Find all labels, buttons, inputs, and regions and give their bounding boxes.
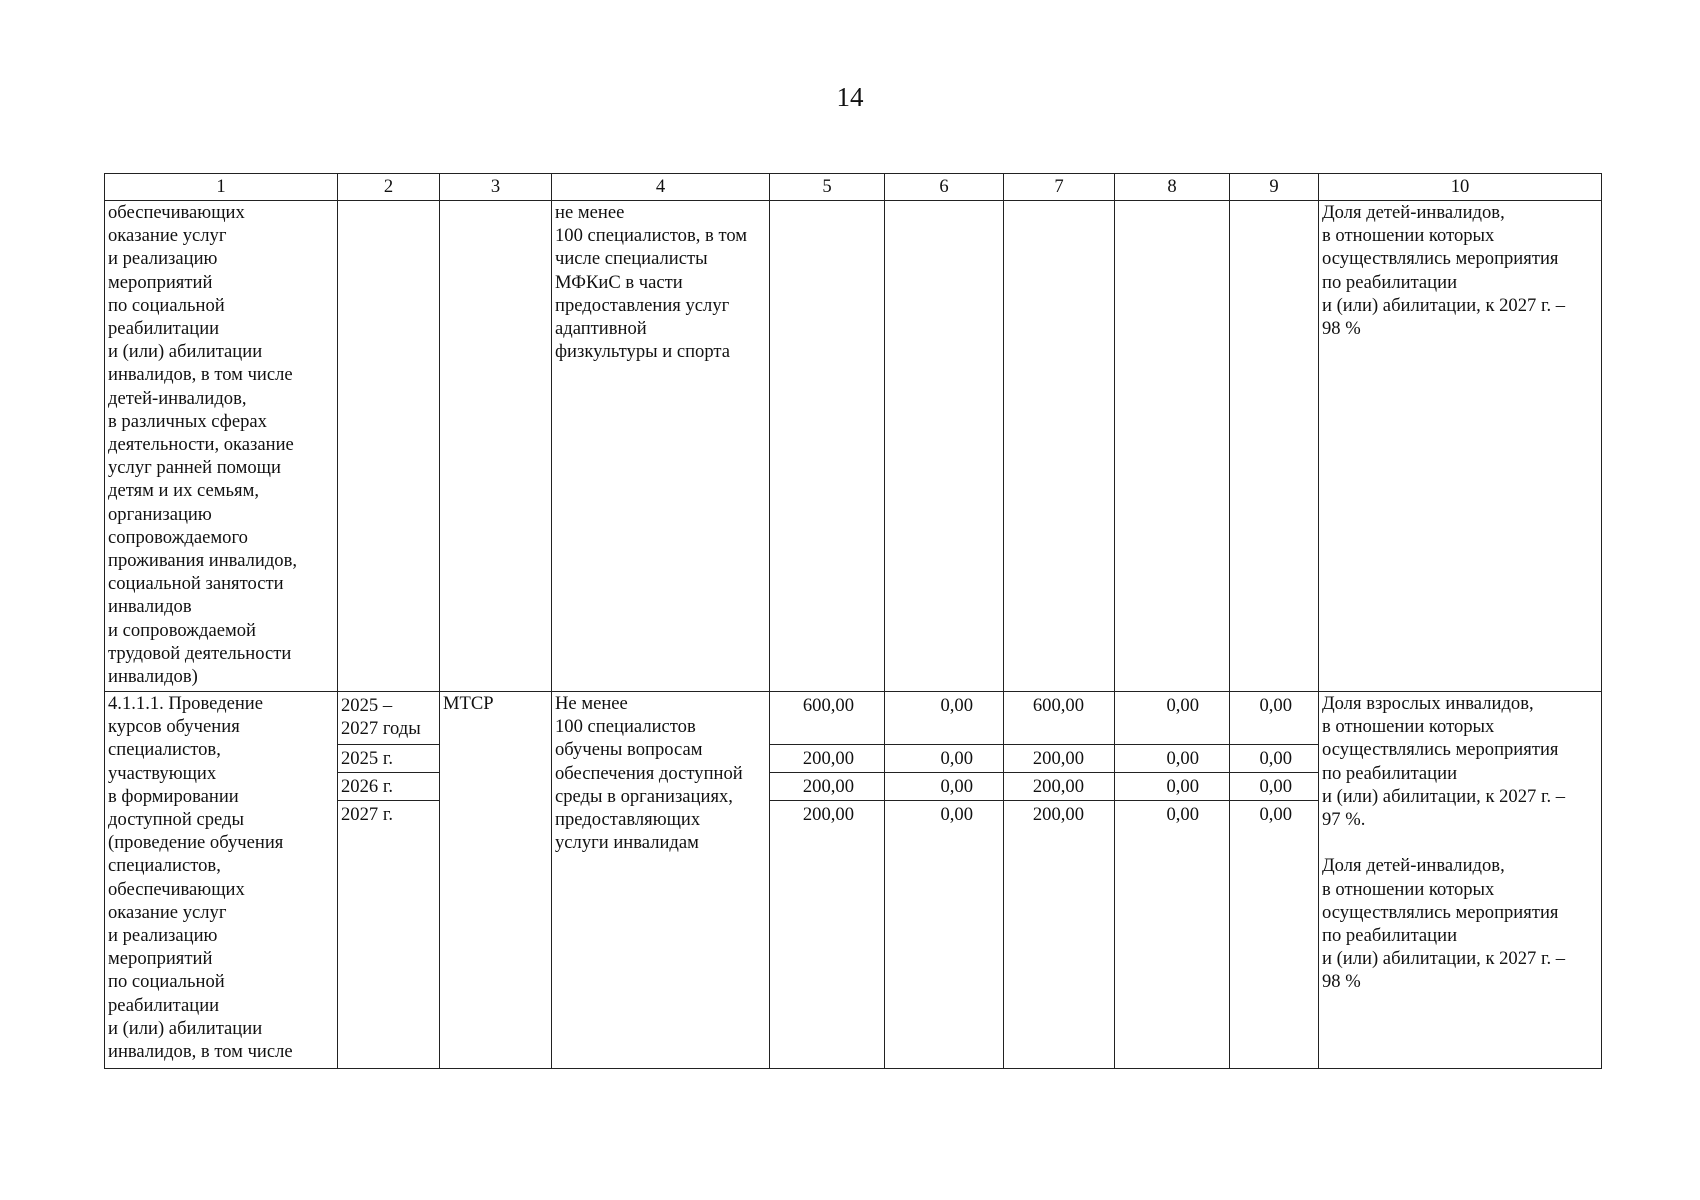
col6-2026: 0,00: [885, 773, 1003, 801]
period-2026: 2026 г.: [338, 773, 439, 801]
header-col-3: 3: [440, 174, 552, 201]
cell-col5-empty: [770, 201, 885, 692]
col7-total: 600,00: [1004, 692, 1114, 745]
header-col-8: 8: [1115, 174, 1230, 201]
cell-col6-values: [885, 692, 1004, 1069]
header-col-1: 1: [105, 174, 338, 201]
col7-2026: 200,00: [1004, 773, 1114, 801]
cell-col7-empty: [1004, 201, 1115, 692]
col6-2027: 0,00: [940, 804, 973, 825]
cell-indicator-text: Доля детей-инвалидов, в отношении которых осуществлялись мероприятия по реабилитации и (или) абилитации, к 2027 г. – 98 %: [1319, 201, 1602, 692]
cell-periods: [338, 692, 440, 1069]
col5-2026: 200,00: [770, 773, 884, 801]
header-col-9: 9: [1230, 174, 1319, 201]
col5-2025: 200,00: [770, 745, 884, 773]
col6-2025: 0,00: [885, 745, 1003, 773]
table-row-continued: [105, 201, 1602, 692]
cell-col8-values: [1115, 692, 1230, 1069]
cell-col8-empty: [1115, 201, 1230, 692]
col8-2026: 0,00: [1115, 773, 1229, 801]
period-2025: 2025 г.: [338, 745, 439, 773]
header-col-4: 4: [552, 174, 770, 201]
cell-result-4111: Не менее 100 специалистов обучены вопросам обеспечения доступной среды в организациях, предоставляющих услуги инвалидам: [552, 692, 770, 1069]
cell-activity-text: обеспечивающих оказание услуг и реализацию мероприятий по социальной реабилитации и (или) абилитации инвалидов, в том числе детей-инвалидов, в различных сферах деятельности, оказание услуг ранней помощи детям и их семьям, организацию сопровождаемого проживания инвалидов, социальной занятости инвалидов и сопровождаемой трудовой деятельности инвалидов): [105, 201, 338, 692]
header-col-10: 10: [1319, 174, 1602, 201]
program-table: [104, 173, 1602, 1069]
header-col-5: 5: [770, 174, 885, 201]
col8-total: 0,00: [1115, 692, 1229, 745]
col8-2025: 0,00: [1115, 745, 1229, 773]
col7-2027: 200,00: [1032, 804, 1084, 825]
header-col-2: 2: [338, 174, 440, 201]
cell-col5-values: [770, 692, 885, 1069]
col9-2026: 0,00: [1230, 773, 1318, 801]
cell-col9-empty: [1230, 201, 1319, 692]
header-row: [105, 174, 1602, 201]
header-col-7: 7: [1004, 174, 1115, 201]
cell-col7-values: [1004, 692, 1115, 1069]
page-number: 14: [836, 82, 864, 112]
period-total: 2025 – 2027 годы: [338, 692, 439, 745]
col9-2027: 0,00: [1259, 804, 1292, 825]
cell-col6-empty: [885, 201, 1004, 692]
col5-2027: 200,00: [802, 804, 854, 825]
cell-activity-4111: 4.1.1.1. Проведение курсов обучения специалистов, участвующих в формировании доступной среды (проведение обучения специалистов, обеспечивающих оказание услуг и реализацию мероприятий по социальной реабилитации и (или) абилитации инвалидов, в том числе: [105, 692, 338, 1069]
col9-2025: 0,00: [1230, 745, 1318, 773]
col7-2025: 200,00: [1004, 745, 1114, 773]
cell-executor: МТСР: [440, 692, 552, 1069]
col9-total: 0,00: [1230, 692, 1318, 745]
header-col-6: 6: [885, 174, 1004, 201]
cell-period-empty: [338, 201, 440, 692]
cell-executor-empty: [440, 201, 552, 692]
cell-indicator-4111: Доля взрослых инвалидов, в отношении которых осуществлялись мероприятия по реабилитации и (или) абилитации, к 2027 г. – 97 %. Доля детей-инвалидов, в отношении которых осуществлялись мероприятия по реабилитации и (или) абилитации, к 2027 г. – 98 %: [1319, 692, 1602, 1069]
col8-2027: 0,00: [1166, 804, 1199, 825]
cell-result-text: не менее 100 специалистов, в том числе специалисты МФКиС в части предоставления услуг адаптивной физкультуры и спорта: [552, 201, 770, 692]
table-row-4111: [105, 692, 1602, 1069]
cell-col9-values: [1230, 692, 1319, 1069]
col5-total: 600,00: [770, 692, 884, 745]
col6-total: 0,00: [885, 692, 1003, 745]
period-2027: 2027 г.: [341, 804, 394, 825]
